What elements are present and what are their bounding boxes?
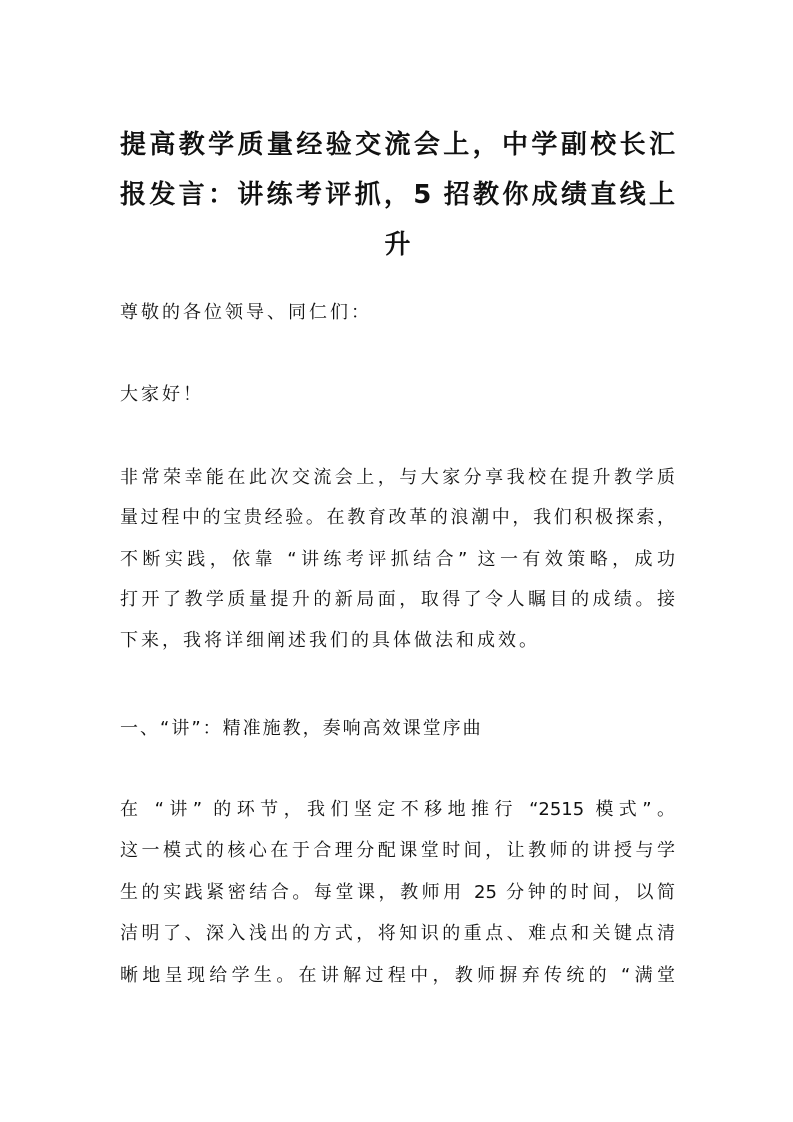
section-line: 晰地呈现给学生。在讲解过程中，教师摒弃传统的 “满堂 — [120, 965, 675, 986]
section-line: 生的实践紧密结合。每堂课，教师用 25 分钟的时间，以简 — [120, 882, 675, 903]
greeting: 大家好！ — [120, 384, 204, 405]
intro-line: 量过程中的宝贵经验。在教育改革的浪潮中，我们积极探索， — [120, 507, 675, 528]
intro-line: 打开了教学质量提升的新局面，取得了令人瞩目的成绩。接 — [120, 589, 675, 610]
intro-line: 下来，我将详细阐述我们的具体做法和成效。 — [120, 630, 540, 651]
section-line: 洁明了、深入浅出的方式，将知识的重点、难点和关键点清 — [120, 923, 675, 944]
title-line-2: 报发言：讲练考评抓，5 招教你成绩直线上 — [120, 180, 675, 210]
intro-line: 非常荣幸能在此次交流会上，与大家分享我校在提升教学质 — [120, 467, 675, 488]
section-heading: 一、“讲”：精准施教，奏响高效课堂序曲 — [120, 718, 483, 739]
intro-line: 不断实践，依靠 “讲练考评抓结合” 这一有效策略，成功 — [120, 549, 675, 570]
title-line-1: 提高教学质量经验交流会上，中学副校长汇 — [120, 130, 675, 160]
salutation: 尊敬的各位领导、同仁们： — [120, 302, 372, 323]
section-line: 这一模式的核心在于合理分配课堂时间，让教师的讲授与学 — [120, 840, 675, 861]
title-line-3: 升 — [384, 230, 411, 260]
section-line: 在 “讲” 的环节，我们坚定不移地推行 “2515 模式”。 — [120, 799, 675, 820]
